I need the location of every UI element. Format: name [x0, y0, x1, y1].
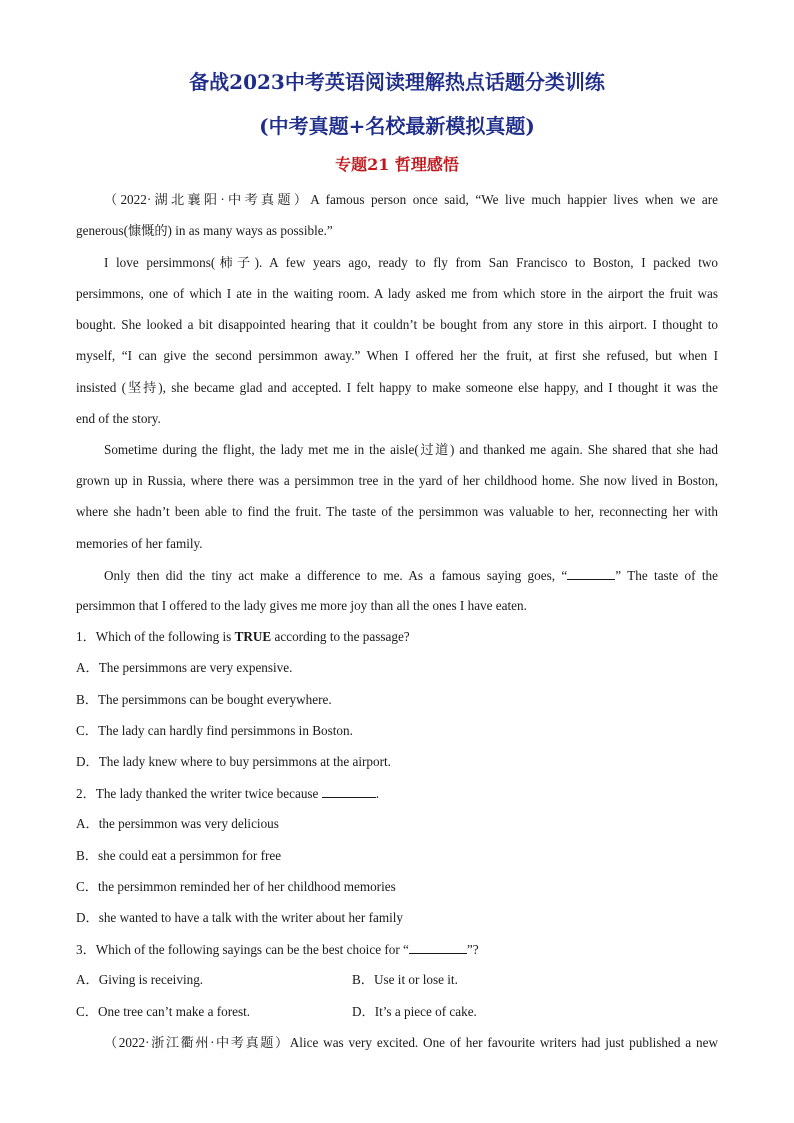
- question-text: according to the passage?: [271, 629, 410, 644]
- passage1-line: persimmons, one of which I ate in the waiting room. A lady asked me from which store in the airport the fruit was: [76, 286, 718, 301]
- question-1-stem: [76, 627, 718, 647]
- answer-blank: [567, 565, 615, 580]
- passage1-line: memories of her family.: [76, 536, 203, 551]
- document-title: 备战2023中考英语阅读理解热点话题分类训练: [189, 70, 605, 94]
- passage1-line: bought. She looked a bit disappointed hearing that it couldn’t be bought from any store in this airport. I thought to: [76, 317, 718, 332]
- question-2-option-b: B．she could eat a persimmon for free: [76, 848, 282, 863]
- document-subtitle: (中考真题+名校最新模拟真题): [259, 114, 535, 138]
- topic-heading: 专题21 哲理感悟: [335, 155, 459, 174]
- question-1-option-a: A．The persimmons are very expensive.: [76, 660, 293, 675]
- question-1-option-b: B．The persimmons can be bought everywhere.: [76, 692, 332, 707]
- passage1-line: generous(慷慨的) in as many ways as possible.”: [76, 223, 333, 238]
- question-1-option-d: D．The lady knew where to buy persimmons at the airport.: [76, 754, 391, 769]
- question-1-option-c: C．The lady can hardly find persimmons in Boston.: [76, 723, 353, 738]
- question-3-option-a: A．Giving is receiving.: [76, 972, 204, 987]
- passage1-line: grown up in Russia, where there was a persimmon tree in the yard of her childhood home. She now lived in Boston,: [76, 473, 718, 488]
- question-2-option-c: C．the persimmon reminded her of her childhood memories: [76, 879, 396, 894]
- question-2-option-d: D．she wanted to have a talk with the writer about her family: [76, 910, 404, 925]
- question-2-option-a: A．the persimmon was very delicious: [76, 816, 279, 831]
- question-text: 3．Which of the following sayings can be the best choice for “: [76, 942, 409, 957]
- question-2-stem: [76, 783, 718, 803]
- question-3-options-row2: [76, 1002, 718, 1022]
- question-3-option-d: D．It’s a piece of cake.: [352, 1004, 477, 1019]
- question-text: 1．Which of the following is: [76, 629, 235, 644]
- passage1-line: （2022·湖北襄阳·中考真题）A famous person once said, “We live much happier lives when we are: [104, 192, 718, 207]
- passage1-line-blank: [104, 565, 718, 585]
- passage1-line: myself, “I can give the second persimmon away.” When I offered her the fruit, at first she refused, but when I: [76, 348, 718, 363]
- passage1-line: end of the story.: [76, 411, 161, 426]
- answer-blank: [409, 939, 467, 954]
- passage1-line: insisted (坚持), she became glad and accepted. I felt happy to make someone else happy, and I thought it was the: [76, 380, 718, 395]
- passage1-text: Only then did the tiny act make a difference to me. As a famous saying goes, “: [104, 568, 568, 583]
- passage1-line: where she hadn’t been able to find the fruit. The taste of the persimmon was valuable to her, reconnecting her with: [76, 504, 718, 519]
- passage1-line: Sometime during the flight, the lady met me in the aisle(过道) and thanked me again. She shared that she had: [104, 442, 718, 457]
- question-3-options-row1: [76, 970, 718, 990]
- question-text: .: [375, 786, 379, 801]
- question-emphasis: TRUE: [234, 629, 272, 644]
- question-text: ”?: [466, 942, 479, 957]
- passage2-line: （2022·浙江衢州·中考真题）Alice was very excited. One of her favourite writers had just published a new: [104, 1035, 718, 1050]
- question-3-stem: [76, 939, 718, 959]
- passage1-line: persimmon that I offered to the lady gives me more joy than all the ones I have eaten.: [76, 598, 527, 613]
- passage1-text: ” The taste of the: [615, 568, 718, 583]
- passage1-line: I love persimmons(柿子). A few years ago, ready to fly from San Francisco to Boston, I packed two: [104, 255, 718, 270]
- question-text: 2．The lady thanked the writer twice because: [76, 786, 322, 801]
- question-3-option-b: B．Use it or lose it.: [352, 972, 458, 987]
- question-3-option-c: C．One tree can’t make a forest.: [76, 1004, 251, 1019]
- answer-blank: [322, 783, 376, 798]
